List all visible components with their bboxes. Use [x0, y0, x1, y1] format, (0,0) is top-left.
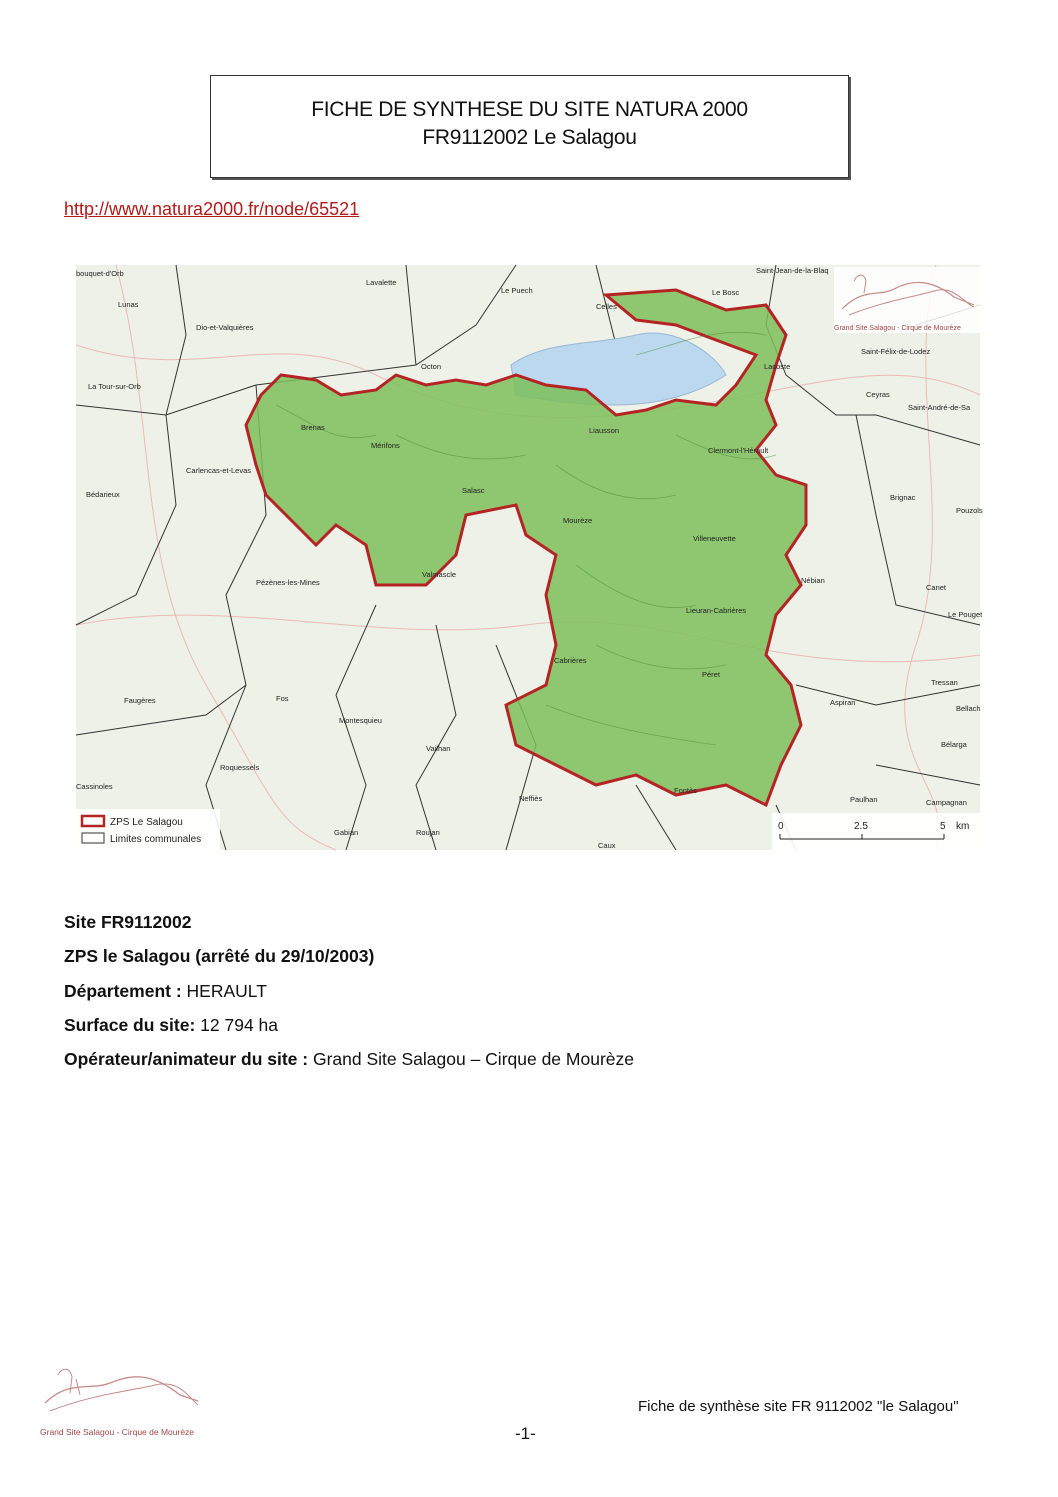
grand-site-logo-map — [834, 267, 980, 333]
place-label: Octon — [421, 362, 442, 371]
place-label: Villeneuvette — [693, 534, 736, 543]
place-label: Mérifons — [371, 441, 400, 450]
site-code: Site FR9112002 — [64, 912, 192, 932]
place-label: Paulhan — [850, 795, 878, 804]
page-subtitle: FR9112002 Le Salagou — [422, 126, 637, 149]
place-label: Cassinoles — [76, 782, 113, 791]
place-label: Le Bosc — [712, 288, 740, 297]
place-label: Roujan — [416, 828, 440, 837]
map-legend — [76, 809, 220, 850]
grand-site-logo-footer — [40, 1365, 200, 1440]
place-label: Bédarieux — [86, 490, 120, 499]
place-label: Caux — [598, 841, 616, 850]
place-label: Bellach — [956, 704, 981, 713]
page-number: -1- — [515, 1424, 536, 1443]
place-label: Roquessels — [220, 763, 260, 772]
zps-designation: ZPS le Salagou (arrêté du 29/10/2003) — [64, 946, 375, 966]
logo-caption: Grand Site Salagou - Cirque de Mourèze — [834, 325, 961, 332]
place-label: Lunas — [118, 300, 139, 309]
place-label: Pézènes-les-Mines — [256, 578, 320, 587]
page-title: FICHE DE SYNTHESE DU SITE NATURA 2000 — [311, 98, 748, 121]
operateur-line: Opérateur/animateur du site : Grand Site Salagou – Cirque de Mourèze — [64, 1049, 634, 1069]
place-label: Lavalette — [366, 278, 397, 287]
place-label: Lacoste — [764, 362, 791, 371]
place-label: Montesquieu — [339, 716, 382, 725]
footer-logo-caption: Grand Site Salagou - Cirque de Mourèze — [40, 1427, 195, 1437]
place-label: Saint-Jean-de-la-Blaq — [756, 266, 829, 275]
legend-limites: Limites communales — [110, 834, 202, 845]
scale-unit: km — [956, 821, 970, 832]
place-label: Faugères — [124, 696, 156, 705]
place-label: Lieuran-Cabrières — [686, 606, 747, 615]
place-label: Aspiran — [830, 698, 856, 707]
surface-line: Surface du site: 12 794 ha — [64, 1015, 279, 1035]
scale-tick-1: 2.5 — [854, 821, 868, 832]
map-background — [76, 265, 980, 850]
place-label: Vailhan — [426, 744, 451, 753]
place-label: Saint-Félix-de-Lodez — [861, 347, 931, 356]
place-label: Tressan — [931, 678, 958, 687]
place-label: Liausson — [589, 426, 620, 435]
place-label: Brignac — [890, 493, 916, 502]
place-label: Nébian — [801, 576, 825, 585]
place-label: Le Pouget — [948, 610, 983, 619]
place-label: Le Puech — [501, 286, 533, 295]
place-label: Celles — [596, 302, 617, 311]
place-label: Canet — [926, 583, 947, 592]
place-label: Brenas — [301, 423, 325, 432]
place-label: Bélarga — [941, 740, 967, 749]
departement-line: Département : HERAULT — [64, 981, 267, 1001]
place-label: bouquet-d'Orb — [76, 269, 124, 278]
place-label: Saint-André-de-Sa — [908, 403, 971, 412]
legend-zps: ZPS Le Salagou — [110, 817, 183, 828]
place-label: Fos — [276, 694, 289, 703]
footer-text: Fiche de synthèse site FR 9112002 "le Salagou" — [638, 1398, 959, 1415]
place-label: Campagnan — [926, 798, 967, 807]
place-label: Gabian — [334, 828, 359, 837]
place-label: Mourèze — [563, 516, 593, 525]
place-label: Salasc — [462, 486, 485, 495]
place-label: Péret — [702, 670, 720, 679]
place-label: Pouzols — [956, 506, 983, 515]
title-box — [210, 75, 849, 178]
place-label: Fontès — [674, 786, 697, 795]
place-label: Carlencas-et-Levas — [186, 466, 252, 475]
place-label: Cabrières — [554, 656, 587, 665]
natura2000-link[interactable]: http://www.natura2000.fr/node/65521 — [64, 199, 360, 219]
place-label: Ceyras — [866, 390, 890, 399]
scale-tick-0: 0 — [778, 821, 784, 832]
scale-bar — [772, 813, 980, 850]
place-label: La Tour-sur-Orb — [88, 382, 141, 391]
site-map — [76, 265, 983, 850]
place-label: Valmascle — [422, 570, 457, 579]
place-label: Dio-et-Valquières — [196, 323, 254, 332]
place-label: Clermont-l'Hérault — [708, 446, 769, 455]
place-label: Neffiès — [519, 794, 543, 803]
scale-tick-2: 5 — [940, 821, 946, 832]
